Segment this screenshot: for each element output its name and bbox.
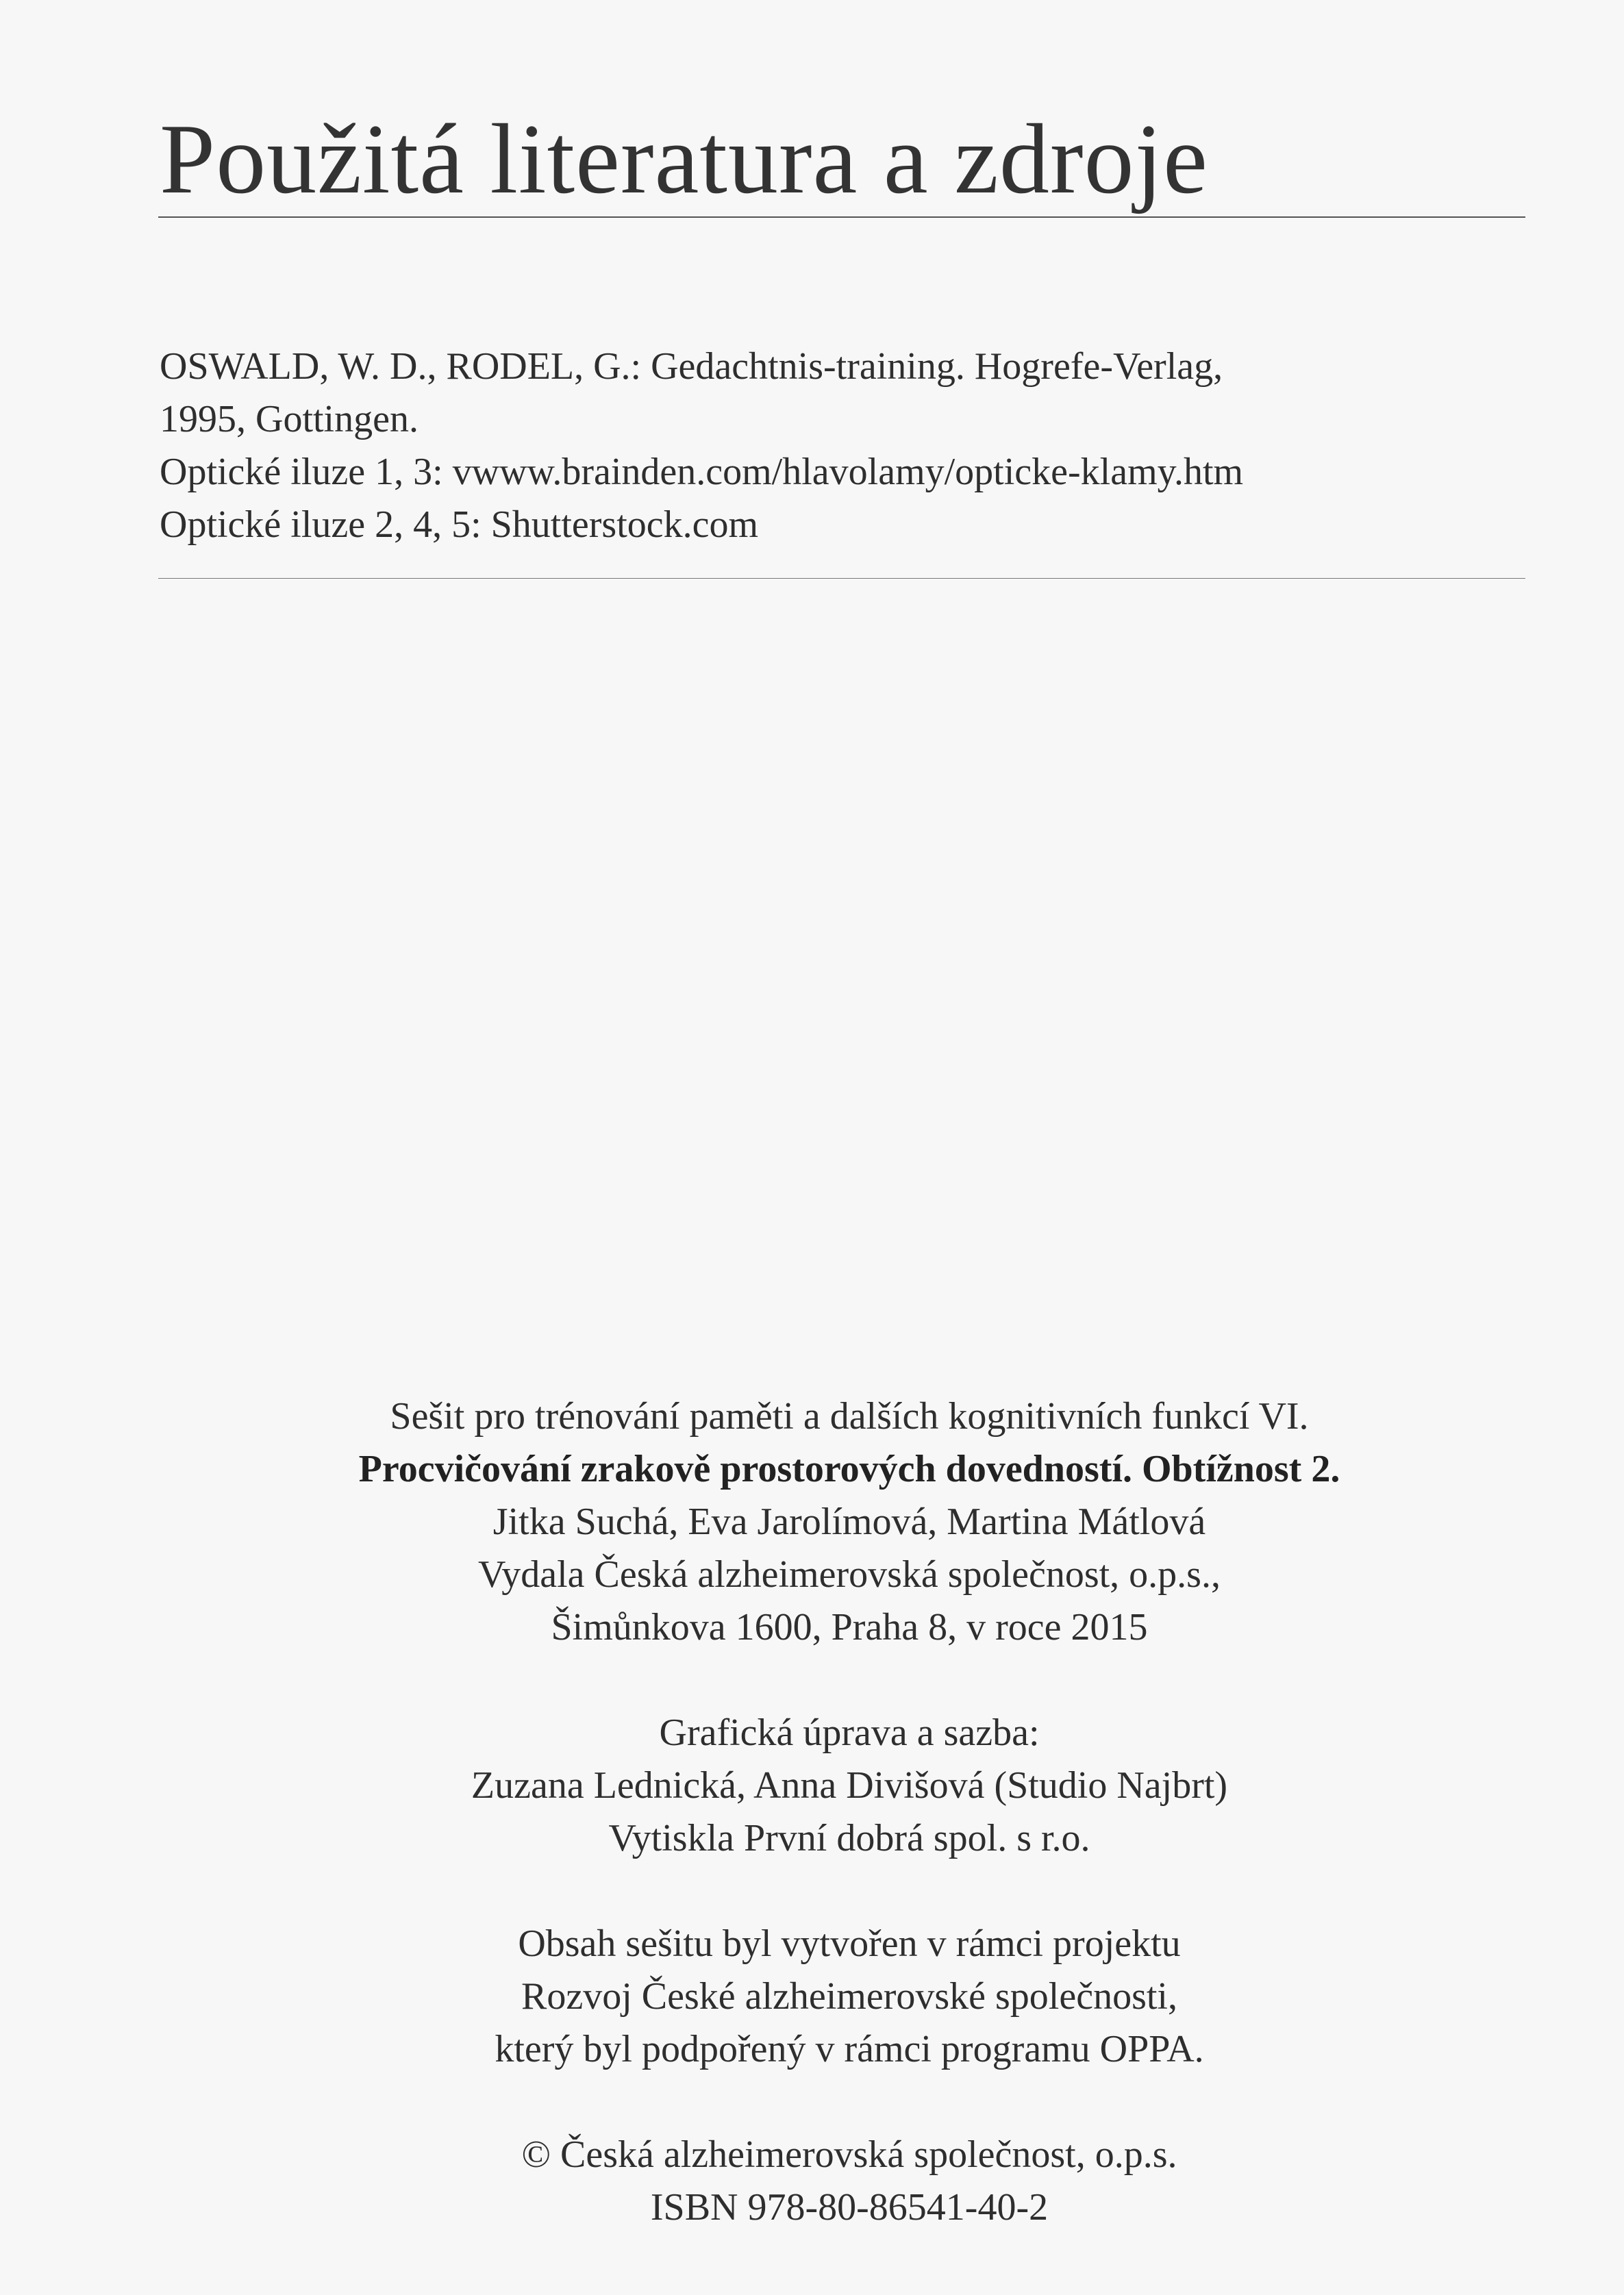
spacer	[205, 1654, 1493, 1707]
spacer	[205, 2076, 1493, 2129]
page-title: Použitá literatura a zdroje	[160, 103, 1208, 214]
book-title: Procvičování zrakově prostorových dovedností. Obtížnost 2.	[358, 1448, 1340, 1490]
spacer	[205, 1865, 1493, 1918]
designers: Zuzana Lednická, Anna Divišová (Studio Najbrt)	[471, 1764, 1228, 1807]
project-line: který byl podpořený v rámci programu OPPA.	[495, 2028, 1204, 2070]
reference-item: Optické iluze 2, 4, 5: Shutterstock.com	[160, 503, 759, 546]
design-label: Grafická úprava a sazba:	[659, 1711, 1040, 1754]
project-line: Obsah sešitu byl vytvořen v rámci projektu	[518, 1922, 1181, 1965]
isbn: ISBN 978-80-86541-40-2	[650, 2186, 1049, 2229]
printer: Vytiskla První dobrá spol. s r.o.	[608, 1817, 1090, 1859]
reference-item: OSWALD, W. D., RODEL, G.: Gedachtnis-training. Hogrefe-Verlag,	[160, 345, 1223, 388]
references-divider	[158, 578, 1525, 579]
reference-item: 1995, Gottingen.	[160, 398, 419, 440]
series-title: Sešit pro trénování paměti a dalších kognitivních funkcí VI.	[390, 1395, 1309, 1438]
title-divider	[158, 216, 1525, 218]
publisher: Vydala Česká alzheimerovská společnost, o.p.s.,	[478, 1553, 1221, 1596]
colophon	[205, 1390, 1493, 2234]
authors: Jitka Suchá, Eva Jarolímová, Martina Mátlová	[492, 1501, 1206, 1543]
reference-item: Optické iluze 1, 3: vwww.brainden.com/hlavolamy/opticke-klamy.htm	[160, 451, 1244, 493]
project-line: Rozvoj České alzheimerovské společnosti,	[521, 1975, 1177, 2018]
publisher-address: Šimůnkova 1600, Praha 8, v roce 2015	[551, 1606, 1148, 1648]
reference-list	[160, 340, 1243, 551]
copyright: © Česká alzheimerovská společnost, o.p.s.	[521, 2133, 1177, 2176]
